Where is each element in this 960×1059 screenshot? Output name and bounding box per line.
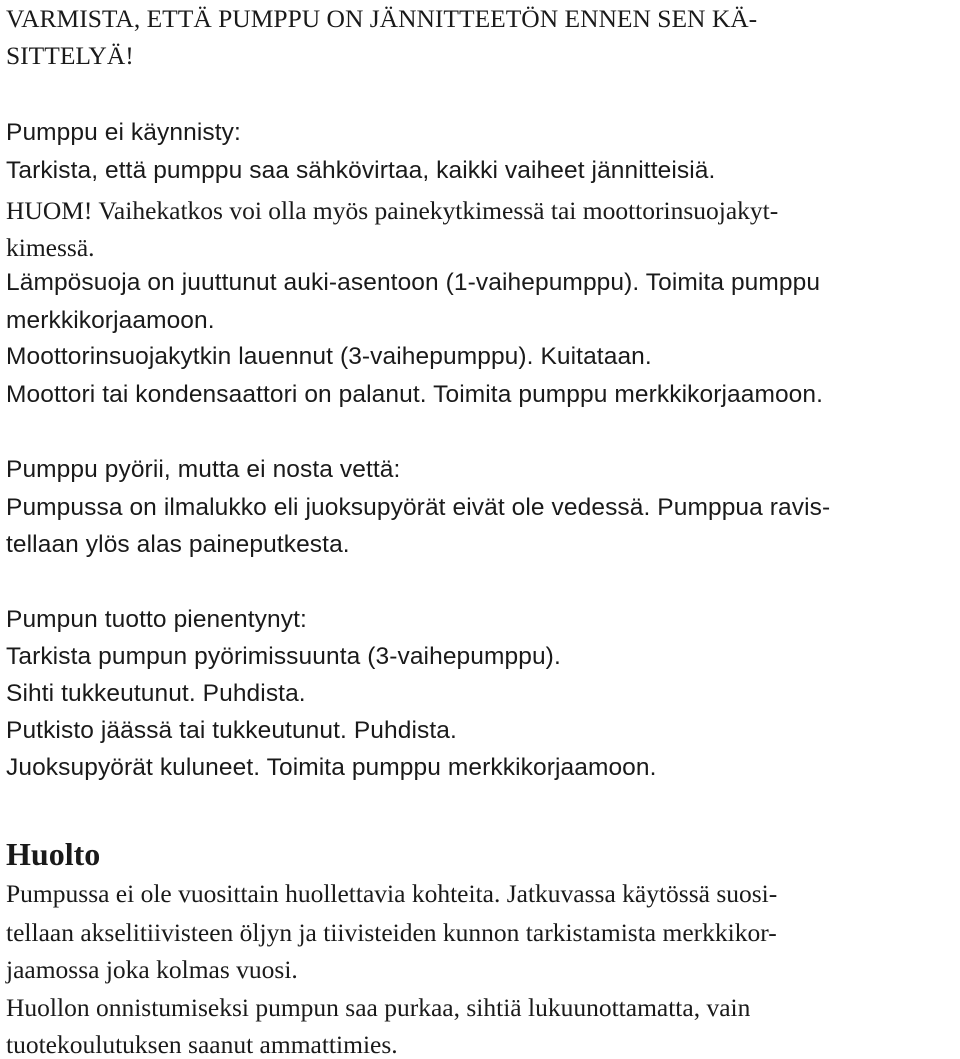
warning-line-2: SITTELYÄ! xyxy=(6,41,134,70)
maintenance-line-4: Huollon onnistumiseksi pumpun saa purkaa, sihtiä lukuunottamatta, vain xyxy=(6,993,751,1022)
no-start-line-2: HUOM! Vaihekatkos voi olla myös painekytkimessä tai moottorinsuojakyt- xyxy=(6,196,779,225)
warning-line-1: VARMISTA, ETTÄ PUMPPU ON JÄNNITTEETÖN ENNEN SEN KÄ- xyxy=(6,4,758,33)
low-output-line-4: Juoksupyörät kuluneet. Toimita pumppu merkkikorjaamoon. xyxy=(6,754,657,781)
no-start-line-5: merkkikorjaamoon. xyxy=(6,307,215,334)
low-output-line-3: Putkisto jäässä tai tukkeutunut. Puhdista. xyxy=(6,717,457,744)
no-water-line-2: tellaan ylös alas paineputkesta. xyxy=(6,531,350,558)
maintenance-line-5: tuotekoulutuksen saanut ammattimies. xyxy=(6,1030,398,1059)
no-start-line-1: Tarkista, että pumppu saa sähkövirtaa, kaikki vaiheet jännitteisiä. xyxy=(6,157,716,184)
maintenance-line-1: Pumpussa ei ole vuosittain huollettavia kohteita. Jatkuvassa käytössä suosi- xyxy=(6,879,778,908)
no-start-line-7: Moottori tai kondensaattori on palanut. Toimita pumppu merkkikorjaamoon. xyxy=(6,381,824,408)
low-output-line-1: Tarkista pumpun pyörimissuunta (3-vaihepumppu). xyxy=(6,643,561,670)
maintenance-line-3: jaamossa joka kolmas vuosi. xyxy=(6,955,298,984)
section-title-low-output: Pumpun tuotto pienentynyt: xyxy=(6,606,307,633)
maintenance-heading: Huolto xyxy=(6,836,101,872)
low-output-line-2: Sihti tukkeutunut. Puhdista. xyxy=(6,680,306,707)
no-start-line-4: Lämpösuoja on juuttunut auki-asentoon (1-vaihepumppu). Toimita pumppu xyxy=(6,269,821,296)
no-start-line-3: kimessä. xyxy=(6,233,95,262)
maintenance-line-2: tellaan akselitiivisteen öljyn ja tiivisteiden kunnon tarkistamista merkkikor- xyxy=(6,918,777,947)
no-water-line-1: Pumpussa on ilmalukko eli juoksupyörät eivät ole vedessä. Pumppua ravis- xyxy=(6,494,831,521)
section-title-no-water: Pumppu pyörii, mutta ei nosta vettä: xyxy=(6,456,401,483)
section-title-no-start: Pumppu ei käynnisty: xyxy=(6,119,241,146)
no-start-line-6: Moottorinsuojakytkin lauennut (3-vaihepumppu). Kuitataan. xyxy=(6,343,652,370)
